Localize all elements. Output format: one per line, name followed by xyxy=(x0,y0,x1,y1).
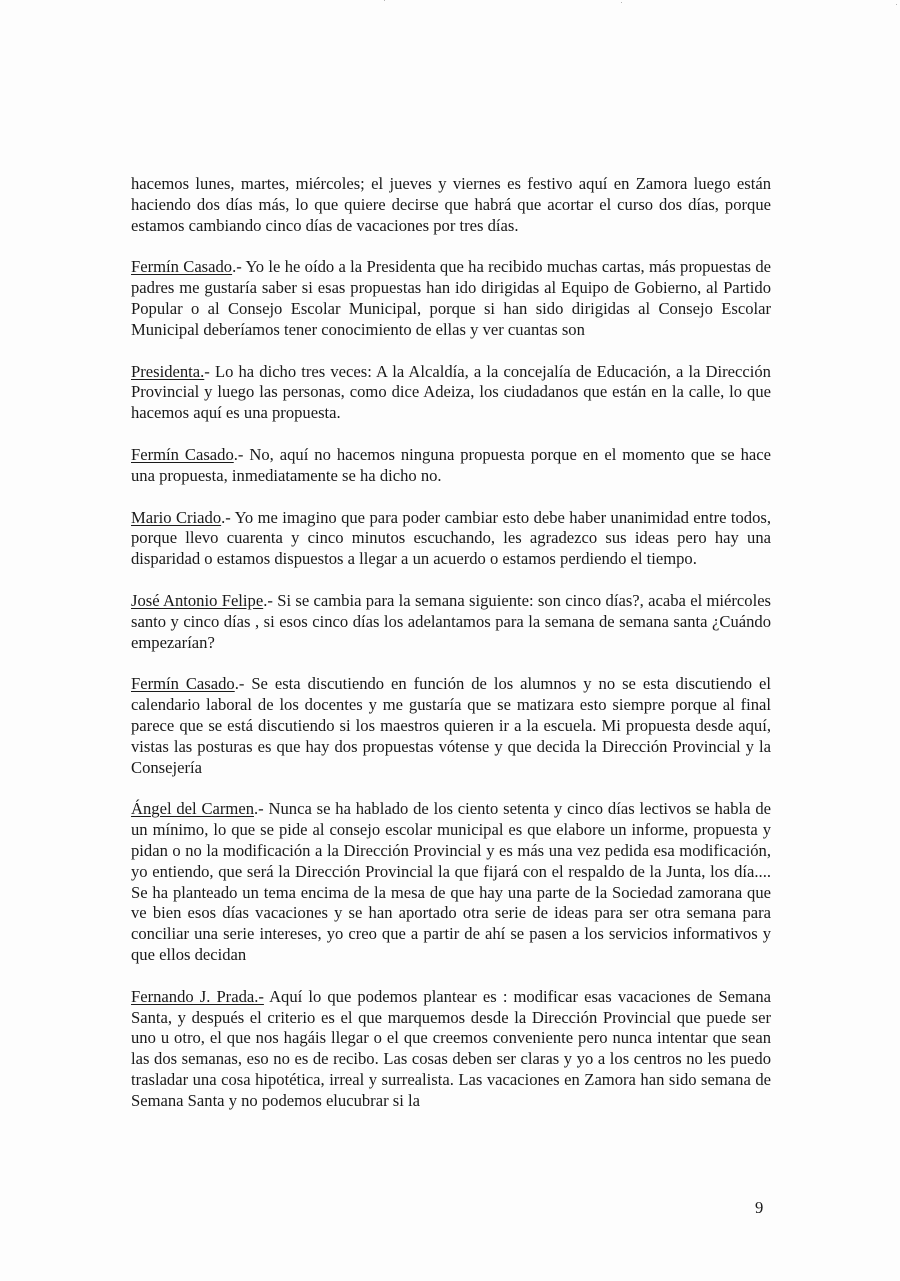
speaker-separator: .- xyxy=(221,507,235,527)
speaker-name: Fermín Casado xyxy=(131,674,235,694)
scan-artifact xyxy=(621,2,622,3)
speaker-paragraph xyxy=(131,987,771,1112)
opening-paragraph xyxy=(131,174,771,236)
speaker-name: Ángel del Carmen xyxy=(131,799,254,819)
speaker-paragraph xyxy=(131,257,771,340)
speaker-separator: .- xyxy=(232,257,246,277)
paragraph-text: Yo me imagino que para poder cambiar esto debe haber unanimidad entre todos, porque llevo cuarenta y cinco minutos escuchando, les agradezco sus ideas pero hay una disparidad o estamos dispuestos a llegar a un acuerdo o estamos perdiendo el tiempo. xyxy=(131,507,771,569)
scan-artifact xyxy=(896,4,897,5)
speaker-paragraph xyxy=(131,591,771,653)
speaker-paragraph xyxy=(131,799,771,965)
speaker-name: José Antonio Felipe xyxy=(131,590,264,610)
scan-artifact xyxy=(384,0,385,1)
speaker-name: Fernando J. Prada.- xyxy=(131,986,264,1006)
document-body xyxy=(131,174,771,1132)
paragraph-text: hacemos lunes, martes, miércoles; el jueves y viernes es festivo aquí en Zamora luego están haciendo dos días más, lo que quiere decirse que habrá que acortar el curso dos días, porque estamos cambiando cinco días de vacaciones por tres días. xyxy=(131,174,771,235)
speaker-paragraph xyxy=(131,445,771,487)
speaker-name: Mario Criado xyxy=(131,507,222,527)
paragraph-text: No, aquí no hacemos ninguna propuesta porque en el momento que se hace una propuesta, inmediatamente se ha dicho no. xyxy=(131,444,772,485)
paragraph-text: Si se cambia para la semana siguiente: son cinco días?, acaba el miércoles santo y cinco días , si esos cinco días los adelantamos para la semana de semana santa ¿Cuándo empezarían? xyxy=(131,590,772,652)
page-number: 9 xyxy=(755,1198,764,1217)
speaker-name: Presidenta. xyxy=(131,361,205,381)
paragraph-text: Aquí lo que podemos plantear es : modificar esas vacaciones de Semana Santa, y después el criterio es el que marquemos desde la Dirección Provincial que puede ser uno u otro, el que nos hagáis llegar o el que creemos conveniente pero nunca intentar que sean las dos semanas, eso no es de recibo. Las cosas deben ser claras y yo a los centros no les puedo trasladar una cosa hipotética, irreal y surrealista. Las vacaciones en Zamora han sido semana de Semana Santa y no podemos elucubrar si la xyxy=(131,986,771,1110)
speaker-paragraph xyxy=(131,508,771,570)
speaker-separator: - xyxy=(204,361,215,381)
speaker-name: Fermín Casado xyxy=(131,257,233,277)
speaker-separator: .- xyxy=(233,444,250,464)
speaker-separator: .- xyxy=(254,799,269,819)
speaker-paragraph xyxy=(131,674,771,778)
speaker-name: Fermín Casado xyxy=(131,444,234,464)
paragraph-text: Yo le he oído a la Presidenta que ha recibido muchas cartas, más propuestas de padres me gustaría saber si esas propuestas han ido dirigidas al Equipo de Gobierno, al Partido Popular o al Consejo Escolar Municipal, porque si han sido dirigidas al Consejo Escolar Municipal deberíamos tener conocimiento de ellas y ver cuantas son xyxy=(131,257,771,339)
speaker-separator: .- xyxy=(234,674,252,694)
speaker-separator: .- xyxy=(263,590,278,610)
paragraph-text: Nunca se ha hablado de los ciento setenta y cinco días lectivos se habla de un mínimo, lo que se pide al consejo escolar municipal es que elabore un informe, propuesta y pidan o no la modificación a la Dirección Provincial y es más una vez pedida esa modificación, yo entiendo, que será la Dirección Provincial la que fijará con el respaldo de la Junta, los día.... Se ha planteado un tema encima de la mesa de que hay una parte de la Sociedad zamorana que ve bien esos días vacaciones y se han aportado otra serie de ideas para ser otra semana para conciliar una serie intereses, yo creo que a partir de ahí se pasen a los servicios informativos y que ellos decidan xyxy=(131,799,771,964)
paragraph-text: Se esta discutiendo en función de los alumnos y no se esta discutiendo el calendario laboral de los docentes y me gustaría que se matizara esto siempre porque al final parece que se está discutiendo si los maestros quieren ir a la escuela. Mi propuesta desde aquí, vistas las posturas es que hay dos propuestas vótense y que decida la Dirección Provincial y la Consejería xyxy=(131,674,771,777)
paragraph-text: Lo ha dicho tres veces: A la Alcaldía, a la concejalía de Educación, a la Dirección Provincial y luego las personas, como dice Adeiza, los ciudadanos que están en la calle, lo que hacemos aquí es una propuesta. xyxy=(131,361,771,423)
speaker-paragraph xyxy=(131,362,771,424)
